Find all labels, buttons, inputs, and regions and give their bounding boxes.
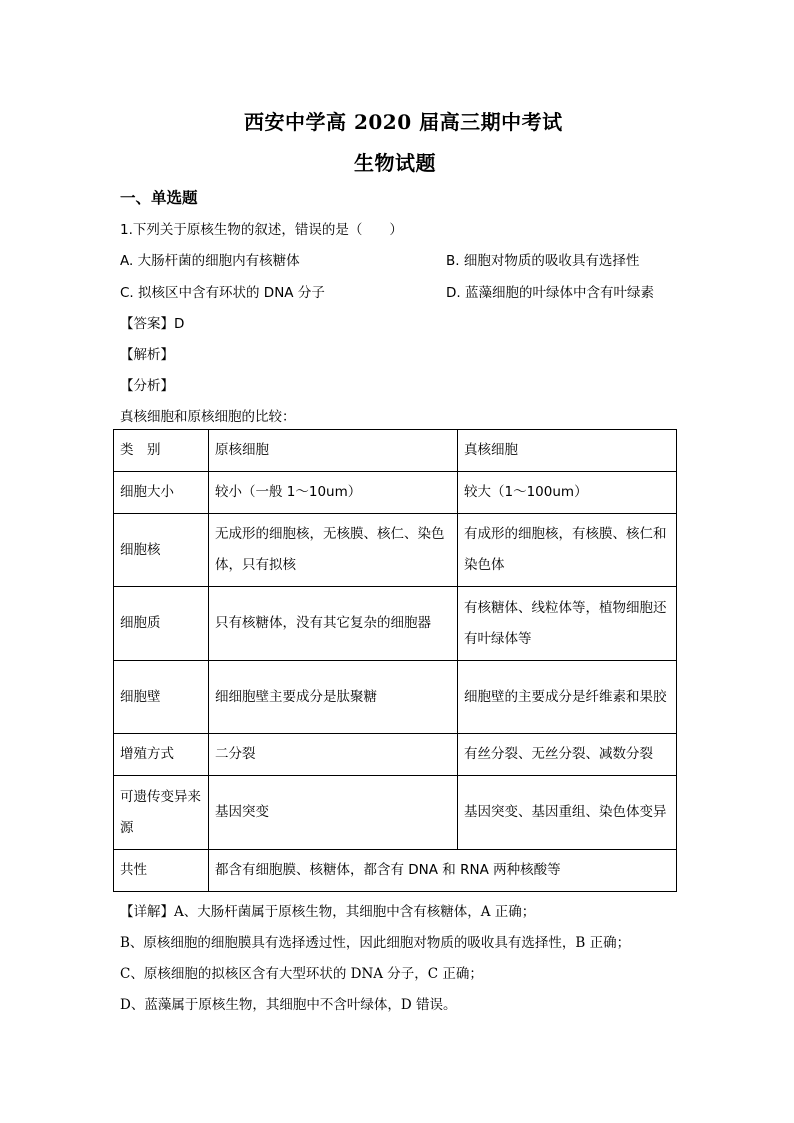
prokaryote-cell: 无成形的细胞核，无核膜、核仁、染色体，只有拟核 — [209, 514, 458, 587]
eukaryote-cell: 有丝分裂、无丝分裂、减数分裂 — [458, 734, 677, 776]
option-b: B. 细胞对物质的吸收具有选择性 — [446, 253, 640, 269]
details-line: D、蓝藻属于原核生物，其细胞中不含叶绿体，D 错误。 — [120, 997, 457, 1013]
table-row — [114, 661, 677, 734]
page-subtitle: 生物试题 — [354, 151, 436, 175]
table-header-row — [114, 430, 677, 472]
question-stem: 1.下列关于原核生物的叙述，错误的是（ ） — [120, 222, 403, 238]
answer-value: D — [174, 316, 185, 332]
header-eukaryote: 真核细胞 — [458, 430, 677, 472]
answer-line — [120, 312, 184, 332]
details-line: C、原核细胞的拟核区含有大型环状的 DNA 分子，C 正确； — [120, 966, 483, 982]
comparison-table — [113, 429, 677, 892]
table-row — [114, 734, 677, 776]
header-prokaryote: 原核细胞 — [209, 430, 458, 472]
eukaryote-cell: 有核糖体、线粒体等，植物细胞还有叶绿体等 — [458, 587, 677, 661]
table-row-common — [114, 850, 677, 892]
prokaryote-cell: 细细胞壁主要成分是肽聚糖 — [209, 661, 458, 734]
eukaryote-cell: 有成形的细胞核，有核膜、核仁和染色体 — [458, 514, 677, 587]
analysis-label: 【解析】 — [120, 347, 174, 363]
prokaryote-cell: 较小（一般 1～10um） — [209, 472, 458, 514]
answer-label: 【答案】 — [120, 316, 174, 332]
section-heading: 一、单选题 — [120, 188, 198, 207]
row-label: 细胞大小 — [114, 472, 209, 514]
details-text: A、大肠杆菌属于原核生物，其细胞中含有核糖体，A 正确； — [174, 904, 536, 920]
details-line: B、原核细胞的细胞膜具有选择透过性，因此细胞对物质的吸收具有选择性，B 正确； — [120, 935, 631, 951]
common-cell: 都含有细胞膜、核糖体，都含有 DNA 和 RNA 两种核酸等 — [209, 850, 677, 892]
table-row — [114, 587, 677, 661]
option-c: C. 拟核区中含有环状的 DNA 分子 — [120, 285, 325, 301]
row-label: 可遗传变异来源 — [114, 776, 209, 850]
row-label: 共性 — [114, 850, 209, 892]
prokaryote-cell: 二分裂 — [209, 734, 458, 776]
row-label: 细胞质 — [114, 587, 209, 661]
prokaryote-cell: 只有核糖体，没有其它复杂的细胞器 — [209, 587, 458, 661]
fenxi-label: 【分析】 — [120, 378, 174, 394]
row-label: 细胞核 — [114, 514, 209, 587]
eukaryote-cell: 较大（1～100um） — [458, 472, 677, 514]
row-label: 细胞壁 — [114, 661, 209, 734]
page-title: 西安中学高 2020 届高三期中考试 — [244, 110, 563, 134]
table-row — [114, 472, 677, 514]
table-row — [114, 514, 677, 587]
table-intro: 真核细胞和原核细胞的比较： — [120, 409, 296, 425]
header-category: 类 别 — [114, 430, 209, 472]
details-line — [120, 900, 535, 920]
eukaryote-cell: 基因突变、基因重组、染色体变异 — [458, 776, 677, 850]
table-row — [114, 776, 677, 850]
eukaryote-cell: 细胞壁的主要成分是纤维素和果胶 — [458, 661, 677, 734]
details-label: 【详解】 — [120, 904, 174, 920]
option-d: D. 蓝藻细胞的叶绿体中含有叶绿素 — [446, 285, 654, 301]
row-label: 增殖方式 — [114, 734, 209, 776]
option-a: A. 大肠杆菌的细胞内有核糖体 — [120, 253, 300, 269]
prokaryote-cell: 基因突变 — [209, 776, 458, 850]
